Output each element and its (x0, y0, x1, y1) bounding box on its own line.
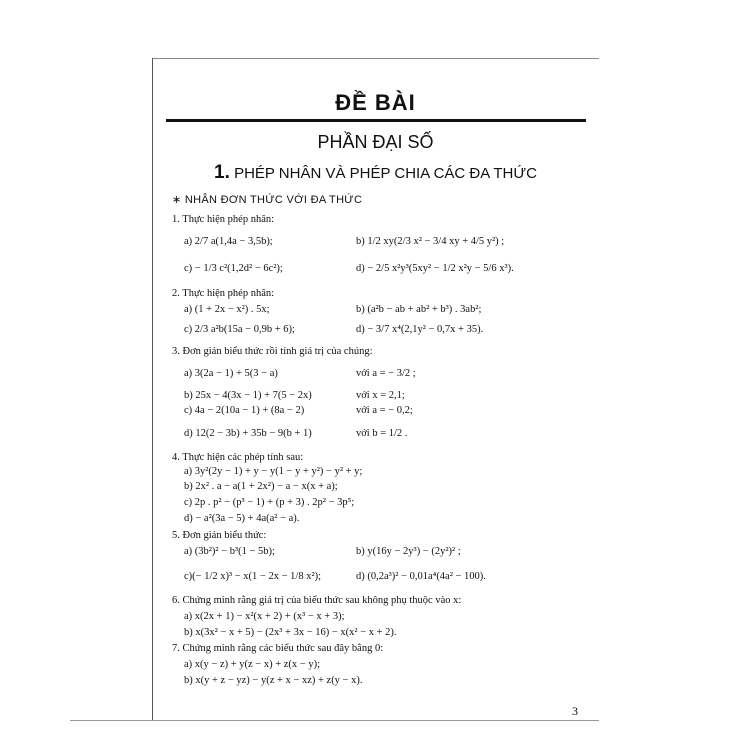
exercise-item: a) 3y²(2y − 1) + y − y(1 − y + y²) − y² + y; (184, 466, 363, 477)
exercise-condition: với x = 2,1; (356, 390, 405, 401)
page-title: ĐỀ BÀI (335, 90, 416, 115)
exercise-heading: 5. Đơn giản biểu thức: (172, 530, 267, 541)
title-rule (166, 119, 586, 122)
page-number: 3 (572, 704, 578, 718)
chapter-name: PHÉP NHÂN VÀ PHÉP CHIA CÁC ĐA THỨC (234, 165, 537, 182)
exercise-item: b) x(3x² − x + 5) − (2x³ + 3x − 16) − x(x² − x + 2). (184, 627, 397, 638)
exercise-item: a) 3(2a − 1) + 5(3 − a) (184, 368, 278, 379)
exercise-item: b) (a²b − ab + ab² + b³) . 3ab²; (356, 304, 482, 315)
exercise-heading: 3. Đơn giản biểu thức rồi tính giá trị của chúng: (172, 346, 373, 357)
exercise-heading: 1. Thực hiện phép nhân: (172, 214, 275, 225)
exercise-item: a) x(2x + 1) − x²(x + 2) + (x³ − x + 3); (184, 611, 345, 622)
part-title: PHẦN ĐẠI SỐ (317, 132, 434, 152)
bottom-border (70, 720, 599, 721)
exercise-item: b) y(16y − 2y³) − (2y²)² ; (356, 546, 461, 557)
exercise-heading: 2. Thực hiện phép nhân: (172, 288, 275, 299)
chapter-title (152, 162, 599, 184)
exercise-item: c) 2/3 a²b(15a − 0,9b + 6); (184, 324, 295, 335)
exercise-heading: 6. Chứng minh rằng giá trị của biểu thức sau không phụ thuộc vào x: (172, 595, 462, 606)
left-border (152, 58, 153, 720)
exercise-condition: với b = 1/2 . (356, 428, 408, 439)
exercise-item: a) (1 + 2x − x²) . 5x; (184, 304, 270, 315)
exercise-heading: 7. Chứng minh rằng các biểu thức sau đây bằng 0: (172, 643, 384, 654)
exercise-heading: 4. Thực hiện các phép tính sau: (172, 452, 304, 463)
exercise-item: d) − 2/5 x²y³(5xy² − 1/2 x²y − 5/6 x³). (356, 263, 514, 274)
exercise-item: b) 2x² . a − a(1 + 2x²) − a − x(x + a); (184, 481, 338, 492)
top-border (152, 58, 599, 59)
exercise-item: d) − a²(3a − 5) + 4a(a² − a). (184, 513, 300, 524)
exercise-item: b) 25x − 4(3x − 1) + 7(5 − 2x) (184, 390, 312, 401)
exercise-item: c) 4a − 2(10a − 1) + (8a − 2) (184, 405, 305, 416)
exercise-item: d) (0,2a³)² − 0,01a⁴(4a² − 100). (356, 571, 486, 582)
section-heading: ∗ NHÂN ĐƠN THỨC VỚI ĐA THỨC (172, 194, 363, 206)
exercise-item: a) x(y − z) + y(z − x) + z(x − y); (184, 659, 321, 670)
exercise-condition: với a = − 0,2; (356, 405, 413, 416)
exercise-item: b) x(y + z − yz) − y(z + x − xz) + z(y − x). (184, 675, 363, 686)
exercise-item: b) 1/2 xy(2/3 x² − 3/4 xy + 4/5 y²) ; (356, 236, 505, 247)
chapter-number: 1. (214, 162, 230, 183)
exercise-item: a) 2/7 a(1,4a − 3,5b); (184, 236, 273, 247)
exercise-item: c) 2p . p² − (p³ − 1) + (p + 3) . 2p² − 3p⁵; (184, 497, 355, 508)
exercise-item: d) − 3/7 x⁴(2,1y² − 0,7x + 35). (356, 324, 484, 335)
exercise-item: c)(− 1/2 x)³ − x(1 − 2x − 1/8 x²); (184, 571, 322, 582)
exercise-condition: với a = − 3/2 ; (356, 368, 416, 379)
exercise-item: a) (3b²)² − b³(1 − 5b); (184, 546, 275, 557)
exercise-item: c) − 1/3 c²(1,2d² − 6c²); (184, 263, 283, 274)
exercise-item: d) 12(2 − 3b) + 35b − 9(b + 1) (184, 428, 312, 439)
